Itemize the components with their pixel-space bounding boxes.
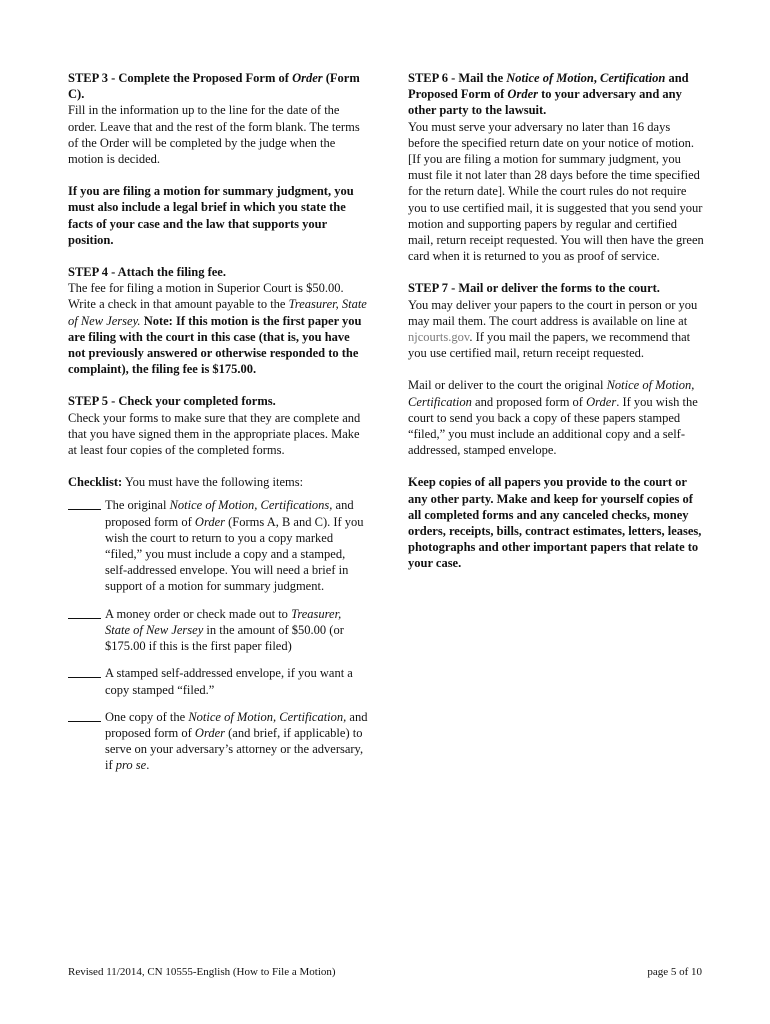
step6-section bbox=[408, 70, 705, 264]
mail-deliver-section: Mail or deliver to the court the original Notice of Motion, Certification and proposed form of Order. If you wish the court to send you back a copy of these papers stamped “filed,” you must include an additional copy and a self-addressed, stamped envelope. bbox=[408, 378, 698, 458]
checklist bbox=[68, 474, 368, 773]
checklist-blank-line[interactable] bbox=[68, 606, 101, 619]
checklist-item-text: A stamped self-addressed envelope, if you want a copy stamped “filed.” bbox=[105, 666, 353, 697]
left-column bbox=[68, 70, 368, 785]
summary-judgment-note: If you are filing a motion for summary judgment, you must also include a legal brief in which you state the facts of your case and the law that supports your position. bbox=[68, 184, 354, 247]
njcourts-link[interactable]: njcourts.gov bbox=[408, 330, 470, 345]
checklist-intro: Checklist: You must have the following items: bbox=[68, 475, 304, 490]
footer-revision: Revised 11/2014, CN 10555-English (How to File a Motion) bbox=[68, 966, 336, 978]
step3-body: Fill in the information up to the line for the date of the order. Leave that and the rest of the form blank. The terms of the Order will be completed by the judge when the motion is decided. bbox=[68, 103, 360, 167]
step5-heading: STEP 5 - Check your completed forms. bbox=[68, 394, 276, 409]
checklist-blank-line[interactable] bbox=[68, 665, 101, 678]
checklist-blank-line[interactable] bbox=[68, 497, 101, 510]
checklist-item bbox=[68, 606, 368, 655]
step6-body: You must serve your adversary no later than 16 days before the specified return date on your notice of motion. [If you are filing a motion for summary judgment, you must file it not later than 28 days before the time specified for the return date]. While the court rules do not require you to use certified mail, it is suggested that you send your motion and supporting papers by regular and certified mail, return receipt requested. You will then have the green card when it is returned to you as proof of service. bbox=[408, 119, 704, 264]
checklist-blank-line[interactable] bbox=[68, 709, 101, 722]
keep-copies-note: Keep copies of all papers you provide to the court or any other party. Make and keep for yourself copies of all completed forms and any canceled checks, money orders, receipts, bills, contract estimates, letters, leases, photographs and other important papers that relate to your case. bbox=[408, 475, 702, 571]
step5-section bbox=[68, 393, 368, 458]
step3-section bbox=[68, 70, 368, 167]
step4-body: The fee for filing a motion in Superior Court is $50.00. Write a check in that amount payable to the Treasurer, State of New Jersey. Note: If this motion is the first paper you are filing with the court in this case (that is, you have not previously answered or otherwise responded to the complaint), the filing fee is $175.00. bbox=[68, 281, 367, 377]
checklist-item-text: One copy of the Notice of Motion, Certification, and proposed form of Order (and brief, if applicable) to serve on your adversary’s attorney or the adversary, if pro se. bbox=[105, 709, 368, 773]
step6-heading: STEP 6 - Mail the Notice of Motion, Certification and Proposed Form of Order to your adversary and any other party to the lawsuit. bbox=[408, 71, 689, 118]
checklist-item-text: The original Notice of Motion, Certifications, and proposed form of Order (Forms A, B and C). If you wish the court to return to you a copy marked “filed,” you must include a copy and a stamped, self-addressed envelope. You will need a brief in support of a motion for summary judgment. bbox=[105, 498, 364, 594]
right-column bbox=[408, 70, 705, 588]
footer-page-number: page 5 of 10 bbox=[647, 966, 702, 978]
checklist-item-text: A money order or check made out to Treasurer, State of New Jersey in the amount of $50.00 (or $175.00 if this is the first paper filed) bbox=[105, 606, 344, 654]
checklist-item bbox=[68, 709, 368, 774]
step4-heading: STEP 4 - Attach the filing fee. bbox=[68, 265, 226, 280]
checklist-item bbox=[68, 665, 368, 697]
step5-body: Check your forms to make sure that they are complete and that you have signed them in the appropriate places. Make at least four copies of the completed forms. bbox=[68, 410, 361, 458]
step7-heading: STEP 7 - Mail or deliver the forms to the court. bbox=[408, 281, 660, 296]
step3-heading: STEP 3 - Complete the Proposed Form of Order (Form C). bbox=[68, 71, 360, 102]
step7-section bbox=[408, 280, 705, 361]
step4-section bbox=[68, 264, 368, 377]
step7-body: You may deliver your papers to the court in person or you may mail them. The court address is available on line at njcourts.gov. If you mail the papers, we recommend that you use certified mail, return receipt requested. bbox=[408, 297, 698, 361]
checklist-item bbox=[68, 497, 368, 594]
